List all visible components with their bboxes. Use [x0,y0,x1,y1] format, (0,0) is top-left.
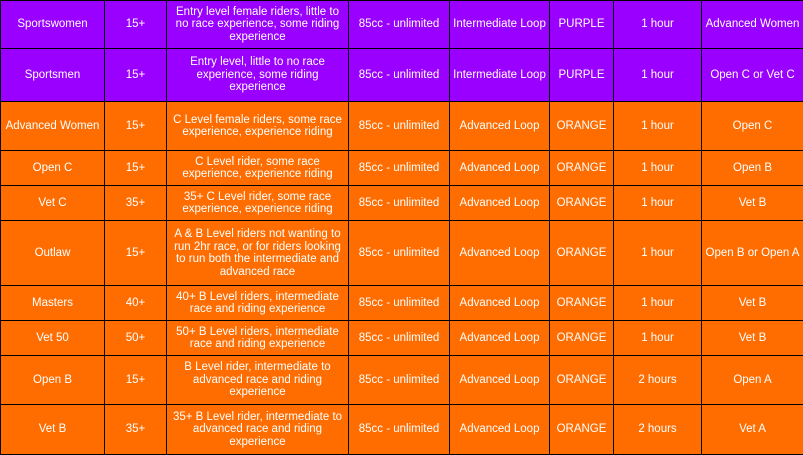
loop-cell: Advanced Loop [450,321,550,356]
next-class-cell: Vet B [702,321,803,356]
description-cell: C Level rider, some race experience, experience riding [167,151,349,186]
duration-cell: 2 hours [614,356,702,405]
bike-size-cell: 85cc - unlimited [349,286,450,321]
description-cell: 35+ B Level rider, intermediate to advanced race and riding experience [167,405,349,455]
class-name-cell: Vet 50 [1,321,105,356]
loop-cell: Advanced Loop [450,102,550,151]
class-name-cell: Advanced Women [1,102,105,151]
plate-color-cell: ORANGE [550,186,614,221]
loop-cell: Advanced Loop [450,221,550,286]
table-row [1,102,803,151]
table-row [1,321,803,356]
next-class-cell: Open C [702,102,803,151]
class-name-cell: Masters [1,286,105,321]
duration-cell: 1 hour [614,102,702,151]
description-cell: A & B Level riders not wanting to run 2hr race, or for riders looking to run both the intermediate and advanced race [167,221,349,286]
bike-size-cell: 85cc - unlimited [349,102,450,151]
table-body [1,1,803,455]
bike-size-cell: 85cc - unlimited [349,49,450,102]
age-cell: 35+ [105,186,167,221]
age-cell: 15+ [105,356,167,405]
table-row [1,356,803,405]
bike-size-cell: 85cc - unlimited [349,321,450,356]
table-row [1,186,803,221]
class-name-cell: Sportsmen [1,49,105,102]
next-class-cell: Vet B [702,286,803,321]
plate-color-cell: ORANGE [550,151,614,186]
duration-cell: 1 hour [614,321,702,356]
loop-cell: Advanced Loop [450,356,550,405]
age-cell: 40+ [105,286,167,321]
plate-color-cell: PURPLE [550,1,614,49]
table-row [1,221,803,286]
bike-size-cell: 85cc - unlimited [349,221,450,286]
description-cell: 50+ B Level riders, intermediate race and riding experience [167,321,349,356]
table-row [1,405,803,455]
loop-cell: Advanced Loop [450,405,550,455]
class-name-cell: Sportswomen [1,1,105,49]
age-cell: 50+ [105,321,167,356]
bike-size-cell: 85cc - unlimited [349,356,450,405]
plate-color-cell: ORANGE [550,405,614,455]
bike-size-cell: 85cc - unlimited [349,151,450,186]
age-cell: 15+ [105,1,167,49]
class-name-cell: Open B [1,356,105,405]
class-name-cell: Outlaw [1,221,105,286]
age-cell: 35+ [105,405,167,455]
bike-size-cell: 85cc - unlimited [349,405,450,455]
table-row [1,286,803,321]
plate-color-cell: ORANGE [550,286,614,321]
description-cell: Entry level female riders, little to no race experience, some riding experience [167,1,349,49]
table-row [1,151,803,186]
plate-color-cell: ORANGE [550,356,614,405]
next-class-cell: Open B or Open A [702,221,803,286]
class-name-cell: Vet C [1,186,105,221]
loop-cell: Advanced Loop [450,151,550,186]
next-class-cell: Vet A [702,405,803,455]
next-class-cell: Open C or Vet C [702,49,803,102]
duration-cell: 1 hour [614,221,702,286]
description-cell: C Level female riders, some race experience, experience riding [167,102,349,151]
loop-cell: Intermediate Loop [450,1,550,49]
description-cell: 40+ B Level riders, intermediate race and riding experience [167,286,349,321]
description-cell: 35+ C Level rider, some race experience, experience riding [167,186,349,221]
next-class-cell: Vet B [702,186,803,221]
next-class-cell: Advanced Women [702,1,803,49]
plate-color-cell: ORANGE [550,102,614,151]
loop-cell: Intermediate Loop [450,49,550,102]
age-cell: 15+ [105,151,167,186]
age-cell: 15+ [105,221,167,286]
age-cell: 15+ [105,102,167,151]
duration-cell: 1 hour [614,186,702,221]
duration-cell: 2 hours [614,405,702,455]
bike-size-cell: 85cc - unlimited [349,1,450,49]
plate-color-cell: PURPLE [550,49,614,102]
next-class-cell: Open B [702,151,803,186]
loop-cell: Advanced Loop [450,186,550,221]
next-class-cell: Open A [702,356,803,405]
age-cell: 15+ [105,49,167,102]
loop-cell: Advanced Loop [450,286,550,321]
table-row [1,49,803,102]
duration-cell: 1 hour [614,151,702,186]
duration-cell: 1 hour [614,286,702,321]
class-name-cell: Vet B [1,405,105,455]
duration-cell: 1 hour [614,49,702,102]
class-name-cell: Open C [1,151,105,186]
bike-size-cell: 85cc - unlimited [349,186,450,221]
table-row [1,1,803,49]
description-cell: Entry level, little to no race experience, some riding experience [167,49,349,102]
plate-color-cell: ORANGE [550,321,614,356]
description-cell: B Level rider, intermediate to advanced race and riding experience [167,356,349,405]
plate-color-cell: ORANGE [550,221,614,286]
duration-cell: 1 hour [614,1,702,49]
